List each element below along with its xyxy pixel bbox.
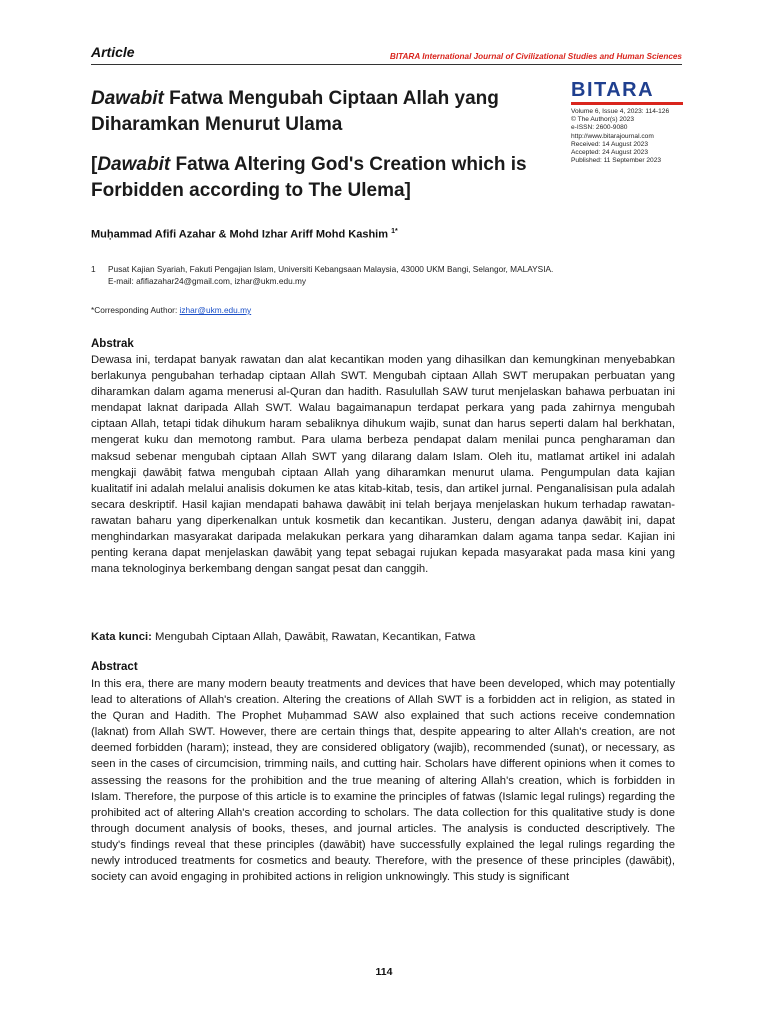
keywords xyxy=(91,631,475,643)
keywords-text: Mengubah Ciptaan Allah, Ḍawābiṭ, Rawatan, Kecantikan, Fatwa xyxy=(151,631,476,643)
title-english-open: [ xyxy=(91,154,98,175)
abstract-heading: Abstract xyxy=(91,661,138,673)
corresponding-author xyxy=(91,305,251,315)
title-malay-italic: Dawabit xyxy=(91,88,164,109)
meta-eissn: e-ISSN: 2600-9080 xyxy=(571,124,628,132)
journal-name: BITARA International Journal of Civilizational Studies and Human Sciences xyxy=(389,52,682,61)
author-list xyxy=(91,228,398,241)
meta-received: Received: 14 August 2023 xyxy=(571,140,648,148)
abstrak-text: Dewasa ini, terdapat banyak rawatan dan alat kecantikan moden yang dihasilkan dan kemungkinan menyebabkan berlakunya pengubahan terhadap ciptaan Allah SWT. Mengubah ciptaan Allah SWT merupakan perbuatan yang diharamkan dalam agama menerusi al-Quran dan hadith. Rasulullah SAW turut menjelaskan bahawa perbuatan ini mendapat laknat daripada Allah SWT. Walau bagaimanapun terdapat perkara yang pada zahirnya mengubah ciptaan Allah, tetapi tidak dihukum haram sebaliknya dihukum wajib, sunat dan harus seperti dalam hal berkhatan, mengerat kuku dan memotong rambut. Para ulama berbeza pendapat dalam menilai punca pengharaman dan maksud sebenar mengubah ciptaan Allah SWT yang dilarang dalam Islam. Oleh itu, matlamat artikel ini adalah mengkaji ḍawābiṭ fatwa mengubah ciptaan Allah yang diharamkan menurut ulama. Pengumpulan data kajian kualitatif ini adalah melalui analisis dokumen ke atas kitab-kitab, tesis, dan artikel jurnal. Penganalisisan pula adalah secara deskriptif. Hasil kajian mendapati bahawa ḍawābiṭ ini telah berjaya menjelaskan hukum terhadap rawatan-rawatan baharu yang diperkenalkan untuk kosmetik dan kecantikan. Justeru, dengan adanya ḍawābiṭ ini, dapat menghindarkan masyarakat daripada melakukan perkara yang diharamkan dalam agama tanpa sedar. Kajian ini penting kerana dapat menjelaskan ḍawābiṭ yang tepat sebagai rujukan kepada masyarakat pada masa kini yang mana teknologinya berkembang dengan sangat pesat dan canggih. xyxy=(91,354,675,576)
author-names: Muḥammad Afifi Azahar & Mohd Izhar Ariff Mohd Kashim xyxy=(91,228,392,241)
affiliation-number: 1 xyxy=(91,264,96,274)
title-english xyxy=(91,152,561,204)
affiliation xyxy=(91,264,691,287)
corresponding-label: *Corresponding Author: xyxy=(91,305,180,315)
bitara-logo: BITARA xyxy=(571,79,655,101)
publication-meta xyxy=(571,108,683,165)
author-affiliation-marker: 1* xyxy=(391,228,398,235)
logo-underline xyxy=(571,102,683,105)
meta-volume: Volume 6, Issue 4, 2023: 114-126 xyxy=(571,108,670,115)
meta-url[interactable]: http://www.bitarajournal.com xyxy=(571,132,654,140)
journal-logo-block xyxy=(571,80,683,165)
page-number: 114 xyxy=(375,966,393,978)
title-malay-rest: Fatwa Mengubah Ciptaan Allah yang Diharamkan Menurut Ulama xyxy=(91,88,499,135)
title-malay xyxy=(91,86,541,138)
abstrak-heading: Abstrak xyxy=(91,338,134,350)
corresponding-email-link[interactable]: izhar@ukm.edu.my xyxy=(179,305,252,315)
title-english-rest: Fatwa Altering God's Creation which is Forbidden according to The Ulema] xyxy=(91,154,527,201)
meta-copyright: © The Author(s) 2023 xyxy=(571,116,635,124)
meta-published: Published: 11 September 2023 xyxy=(571,157,662,165)
title-english-italic: Dawabit xyxy=(97,154,171,175)
keywords-label: Kata kunci: xyxy=(91,631,152,643)
meta-accepted: Accepted: 24 August 2023 xyxy=(571,149,648,157)
abstract-text: In this era, there are many modern beauty treatments and devices that have been developed, which may potentially lead to alterations of Allah's creation. Altering the creations of Allah SWT is a forbidden act in religion, as stated in the Quran and Hadith. The Prophet Muḥammad SAW also explained that such actions receive condemnation (laknat) from Allah SWT. However, there are certain things that, despite appearing to alter Allah's creation, are not deemed forbidden (haram); instead, they are considered obligatory (wajib), recommended (sunat), or necessary, as seen in the cases of circumcision, trimming nails, and cutting hair. Scholars have different opinions when it comes to assessing the reasons for the prohibition and the true meaning of altering Allah's creation, which is forbidden in Islam. Therefore, the purpose of this article is to examine the principles of fatwas (Islamic legal rulings) regarding the prohibited act of altering Allah's creation according to scholars. The data collection for this qualitative study is done through document analysis of books, theses, and journal articles. The analysis is conducted descriptively. The study's findings reveal that these principles (ḍawābiṭ) have successfully explained the legal rulings regarding the newly introduced treatments for cosmetics and beauty. Therefore, with the presence of these principles (ḍawābiṭ), society can avoid engaging in prohibited actions in religion unknowingly. This study is significant xyxy=(91,678,675,884)
affiliation-text: Pusat Kajian Syariah, Fakuti Pengajian Islam, Universiti Kebangsaan Malaysia, 43000 UKM Bangi, Selangor, MALAYSIA. xyxy=(108,264,554,274)
header-divider xyxy=(91,64,682,65)
article-type-label: Article xyxy=(91,44,135,60)
affiliation-email: E-mail: afifiazahar24@gmail.com, izhar@ukm.edu.my xyxy=(108,275,307,286)
